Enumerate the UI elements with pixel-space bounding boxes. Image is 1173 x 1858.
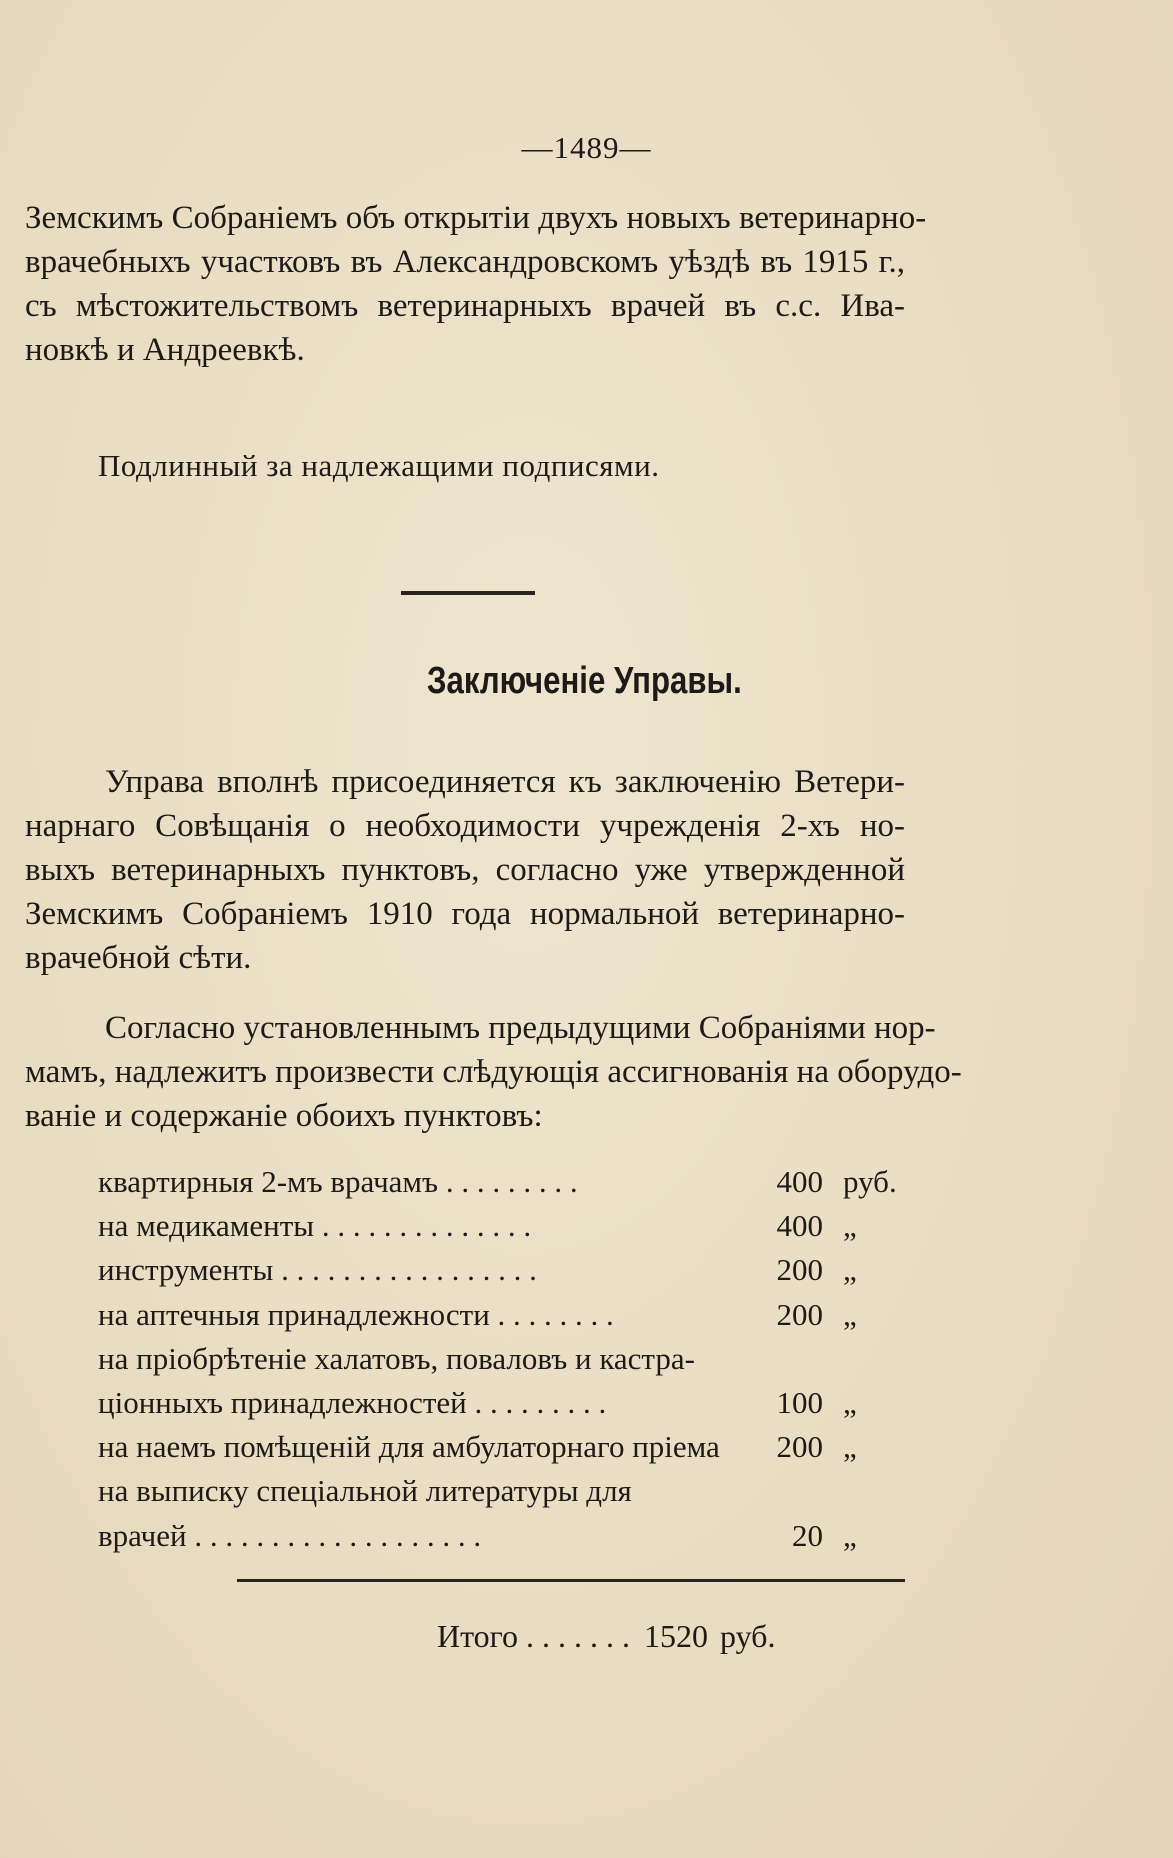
allocation-label: на медикаменты . . . . . . . . . . . . . . bbox=[98, 1208, 532, 1244]
paragraph-3-line: мамъ, надлежитъ произвести слѣдующія ассигнованія на оборудо- bbox=[25, 1054, 962, 1090]
total-unit: руб. bbox=[720, 1618, 776, 1654]
allocation-label: квартирныя 2-мъ врачамъ . . . . . . . . . bbox=[98, 1164, 578, 1199]
allocation-row bbox=[98, 1204, 903, 1248]
signed-note: Подлинный за надлежащими подписями. bbox=[98, 448, 660, 483]
page-number: —1489— bbox=[521, 130, 652, 165]
allocation-unit: „ bbox=[843, 1429, 857, 1465]
allocation-label: врачей . . . . . . . . . . . . . . . . . . . bbox=[98, 1517, 482, 1553]
allocation-unit: „ bbox=[843, 1517, 857, 1553]
total-divider bbox=[237, 1579, 905, 1582]
allocation-list bbox=[98, 1160, 903, 1558]
allocation-row bbox=[98, 1337, 903, 1381]
paragraph-3-line: ваніе и содержаніе обоихъ пунктовъ: bbox=[25, 1098, 543, 1134]
allocation-label: на аптечныя принадлежности . . . . . . . . bbox=[98, 1296, 614, 1332]
allocation-row bbox=[98, 1425, 903, 1469]
paragraph-3-line: Согласно установленнымъ предыдущими Собраніями нор- bbox=[105, 1010, 936, 1046]
allocation-amount: 200 bbox=[776, 1429, 823, 1465]
paragraph-1 bbox=[25, 196, 927, 372]
total-amount: 1520 bbox=[644, 1618, 708, 1654]
paragraph-1-line: новкѣ и Андреевкѣ. bbox=[25, 332, 305, 368]
paragraph-1-line: Земскимъ Собраніемъ объ открытіи двухъ новыхъ ветеринарно- bbox=[25, 200, 927, 236]
paragraph-1-line: съ мѣстожительствомъ ветеринарныхъ врачей въ с.с. Ива- bbox=[25, 288, 905, 324]
allocation-amount: 20 bbox=[792, 1517, 823, 1553]
allocation-label: ціонныхъ принадлежностей . . . . . . . . . bbox=[98, 1384, 607, 1420]
allocation-row bbox=[98, 1514, 903, 1558]
allocation-label: на наемъ помѣщеній для амбулаторнаго пріема bbox=[98, 1429, 720, 1465]
allocation-row bbox=[98, 1248, 903, 1292]
allocation-amount: 200 bbox=[776, 1252, 823, 1288]
allocation-amount: 400 bbox=[776, 1208, 823, 1244]
allocation-unit: „ bbox=[843, 1208, 857, 1244]
paragraph-2-line: Земскимъ Собраніемъ 1910 года нормальной ветеринарно- bbox=[25, 896, 905, 932]
allocation-row bbox=[98, 1293, 903, 1337]
allocation-row bbox=[98, 1160, 903, 1204]
allocation-amount: 100 bbox=[776, 1384, 823, 1420]
section-divider bbox=[401, 591, 535, 595]
allocation-amount: 400 bbox=[776, 1164, 823, 1199]
total-line bbox=[437, 1618, 775, 1655]
total-label: Итого . . . . . . . bbox=[437, 1618, 630, 1654]
allocation-row bbox=[98, 1469, 903, 1513]
allocation-label: на выписку спеціальной литературы для bbox=[98, 1473, 632, 1509]
allocation-unit: „ bbox=[843, 1252, 857, 1288]
paragraph-1-line: врачебныхъ участковъ въ Александровскомъ уѣздѣ въ 1915 г., bbox=[25, 244, 905, 280]
paragraph-2-line: нарнаго Совѣщанія о необходимости учрежденія 2-хъ но- bbox=[25, 808, 905, 844]
allocation-label: инструменты . . . . . . . . . . . . . . . . . bbox=[98, 1252, 537, 1288]
allocation-unit: руб. bbox=[843, 1164, 897, 1199]
paragraph-2-line: Управа вполнѣ присоединяется къ заключенію Ветери- bbox=[105, 764, 905, 800]
paragraph-2-line: врачебной сѣти. bbox=[25, 940, 252, 976]
paragraph-2 bbox=[25, 760, 905, 980]
allocation-row bbox=[98, 1381, 903, 1425]
allocation-label: на пріобрѣтеніе халатовъ, поваловъ и кастра- bbox=[98, 1340, 695, 1376]
paragraph-2-line: выхъ ветеринарныхъ пунктовъ, согласно уже утвержденной bbox=[25, 852, 905, 888]
allocation-unit: „ bbox=[843, 1296, 857, 1332]
allocation-amount: 200 bbox=[776, 1296, 823, 1332]
paragraph-3 bbox=[25, 1006, 962, 1138]
section-heading: Заключеніе Управы. bbox=[427, 660, 742, 702]
allocation-unit: „ bbox=[843, 1384, 857, 1420]
